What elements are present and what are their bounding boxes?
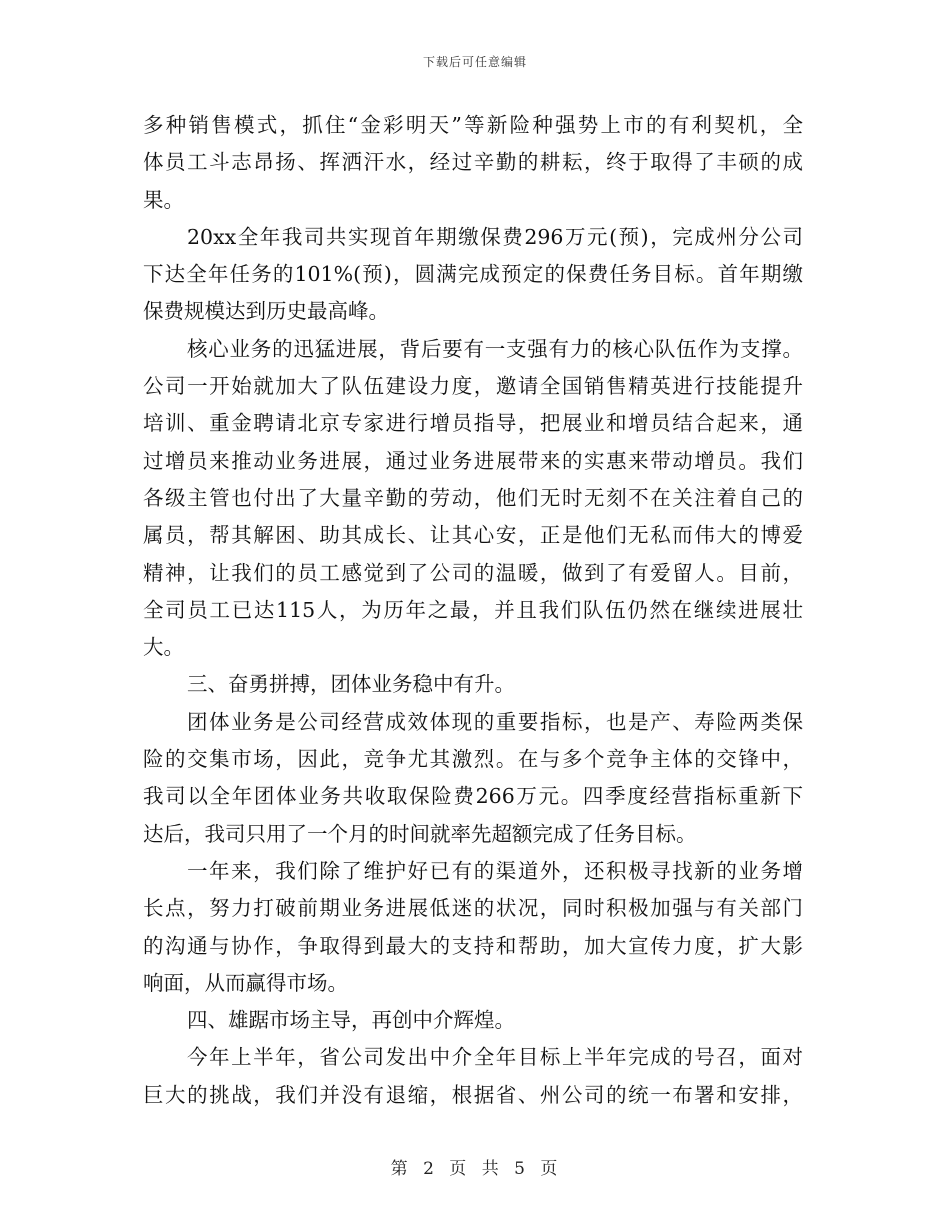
body-line: 我司以全年团体业务共收取保险费266万元。四季度经营指标重新下 <box>143 784 803 809</box>
body-line: 果。 <box>143 187 184 212</box>
page-header: 下载后可任意编辑 <box>422 55 527 69</box>
body-line: 体员工斗志昂扬、挥洒汗水，经过辛勤的耕耘，终于取得了丰硕的成 <box>143 150 803 175</box>
page-number: 第 2 页 共 5 页 <box>390 1159 560 1179</box>
section-heading: 三、奋勇拼搏，团体业务稳中有升。 <box>187 672 515 697</box>
body-line: 公司一开始就加大了队伍建设力度，邀请全国销售精英进行技能提升 <box>143 374 803 399</box>
body-line: 精神，让我们的员工感觉到了公司的温暖，做到了有爱留人。目前， <box>143 560 803 585</box>
body-line: 的沟通与协作，争取得到最大的支持和帮助，加大宣传力度，扩大影 <box>143 933 803 958</box>
body-line: 一年来，我们除了维护好已有的渠道外，还积极寻找新的业务增 <box>187 858 803 883</box>
body-line: 20xx全年我司共实现首年期缴保费296万元(预)，完成州分公司 <box>187 224 803 249</box>
document-body <box>143 107 803 1114</box>
body-line: 全司员工已达115人，为历年之最，并且我们队伍仍然在继续进展壮 <box>143 597 803 622</box>
body-line: 大。 <box>143 635 184 660</box>
body-line: 多种销售模式，抓住“金彩明天”等新险种强势上市的有利契机，全 <box>143 113 803 137</box>
body-line: 核心业务的迅猛进展，背后要有一支强有力的核心队伍作为支撑。 <box>187 336 803 361</box>
body-line: 保费规模达到历史最高峰。 <box>143 299 389 324</box>
body-line: 各级主管也付出了大量辛勤的劳动，他们无时无刻不在关注着自己的 <box>143 485 803 510</box>
body-line: 响面，从而赢得市场。 <box>143 970 348 995</box>
section-heading: 四、雄踞市场主导，再创中介辉煌。 <box>187 1008 515 1033</box>
body-line: 下达全年任务的101%(预)，圆满完成预定的保费任务目标。首年期缴 <box>143 262 803 287</box>
body-line: 长点，努力打破前期业务进展低迷的状况，同时积极加强与有关部门 <box>143 896 803 921</box>
body-line: 属员，帮其解困、助其成长、让其心安，正是他们无私而伟大的博爱 <box>143 523 803 548</box>
body-line: 过增员来推动业务进展，通过业务进展带来的实惠来带动增员。我们 <box>143 448 803 473</box>
body-line: 培训、重金聘请北京专家进行增员指导，把展业和增员结合起来，通 <box>143 411 803 436</box>
body-line: 今年上半年，省公司发出中介全年目标上半年完成的号召，面对 <box>187 1045 803 1070</box>
body-line: 团体业务是公司经营成效体现的重要指标，也是产、寿险两类保 <box>187 709 803 734</box>
body-line: 达后，我司只用了一个月的时间就率先超额完成了任务目标。 <box>143 821 697 846</box>
body-line: 险的交集市场，因此，竞争尤其激烈。在与多个竞争主体的交锋中， <box>143 747 803 772</box>
body-line: 巨大的挑战，我们并没有退缩，根据省、州公司的统一布署和安排， <box>143 1082 803 1107</box>
